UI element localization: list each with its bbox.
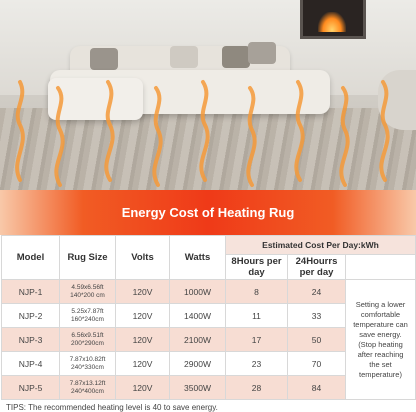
watts-cell: 3500W xyxy=(170,376,226,400)
h8-cell: 8 xyxy=(226,280,288,304)
size-ft: 6.56x9.51ft xyxy=(71,332,104,339)
model-cell: NJP-4 xyxy=(2,352,60,376)
header-8-hours: 8Hours per day xyxy=(226,255,288,280)
energy-saving-note: Setting a lower comfortable temperature can save energy. (Stop heating after reaching the set temperature) xyxy=(346,280,416,400)
fire-icon xyxy=(318,12,346,32)
h8-cell: 17 xyxy=(226,328,288,352)
model-cell: NJP-1 xyxy=(2,280,60,304)
volts-cell: 120V xyxy=(116,304,170,328)
h24-cell: 84 xyxy=(288,376,346,400)
volts-cell: 120V xyxy=(116,352,170,376)
h24-cell: 33 xyxy=(288,304,346,328)
header-model: Model xyxy=(2,236,60,280)
volts-cell: 120V xyxy=(116,328,170,352)
rug-size-cell xyxy=(60,352,116,376)
volts-cell: 120V xyxy=(116,376,170,400)
size-ft: 4.59x6.56ft xyxy=(71,284,104,291)
header-estimated-cost: Estimated Cost Per Day:kWh xyxy=(226,236,416,255)
h24-cell: 70 xyxy=(288,352,346,376)
model-cell: NJP-5 xyxy=(2,376,60,400)
table-row xyxy=(2,280,416,304)
title-banner xyxy=(0,190,416,235)
size-cm: 160*240cm xyxy=(71,315,104,323)
watts-cell: 2100W xyxy=(170,328,226,352)
watts-cell: 1000W xyxy=(170,280,226,304)
size-cm: 240*330cm xyxy=(71,363,104,371)
h24-cell: 24 xyxy=(288,280,346,304)
rug-size-cell xyxy=(60,328,116,352)
page-title: Energy Cost of Heating Rug xyxy=(121,205,295,220)
header-24-hours: 24Hourrs per day xyxy=(288,255,346,280)
heat-waves-icon xyxy=(0,60,416,190)
volts-cell: 120V xyxy=(116,280,170,304)
model-cell: NJP-2 xyxy=(2,304,60,328)
watts-cell: 2900W xyxy=(170,352,226,376)
header-empty-cell xyxy=(346,255,416,280)
header-volts: Volts xyxy=(116,236,170,280)
energy-cost-table xyxy=(1,235,416,400)
h8-cell: 11 xyxy=(226,304,288,328)
size-ft: 7.87x10.82ft xyxy=(69,356,106,363)
model-cell: NJP-3 xyxy=(2,328,60,352)
size-cm: 200*290cm xyxy=(71,339,104,347)
h8-cell: 28 xyxy=(226,376,288,400)
size-cm: 240*400cm xyxy=(71,387,104,395)
tips-text: TIPS: The recommended heating level is 40 to save energy. xyxy=(6,403,218,412)
header-rug-size: Rug Size xyxy=(60,236,116,280)
rug-size-cell xyxy=(60,280,116,304)
size-ft: 5.25x7.87ft xyxy=(71,308,104,315)
rug-size-cell xyxy=(60,376,116,400)
size-cm: 140*200 cm xyxy=(70,291,105,299)
h24-cell: 50 xyxy=(288,328,346,352)
header-watts: Watts xyxy=(170,236,226,280)
rug-size-cell xyxy=(60,304,116,328)
size-ft: 7.87x13.12ft xyxy=(69,380,106,387)
room-photo xyxy=(0,0,416,190)
watts-cell: 1400W xyxy=(170,304,226,328)
h8-cell: 23 xyxy=(226,352,288,376)
